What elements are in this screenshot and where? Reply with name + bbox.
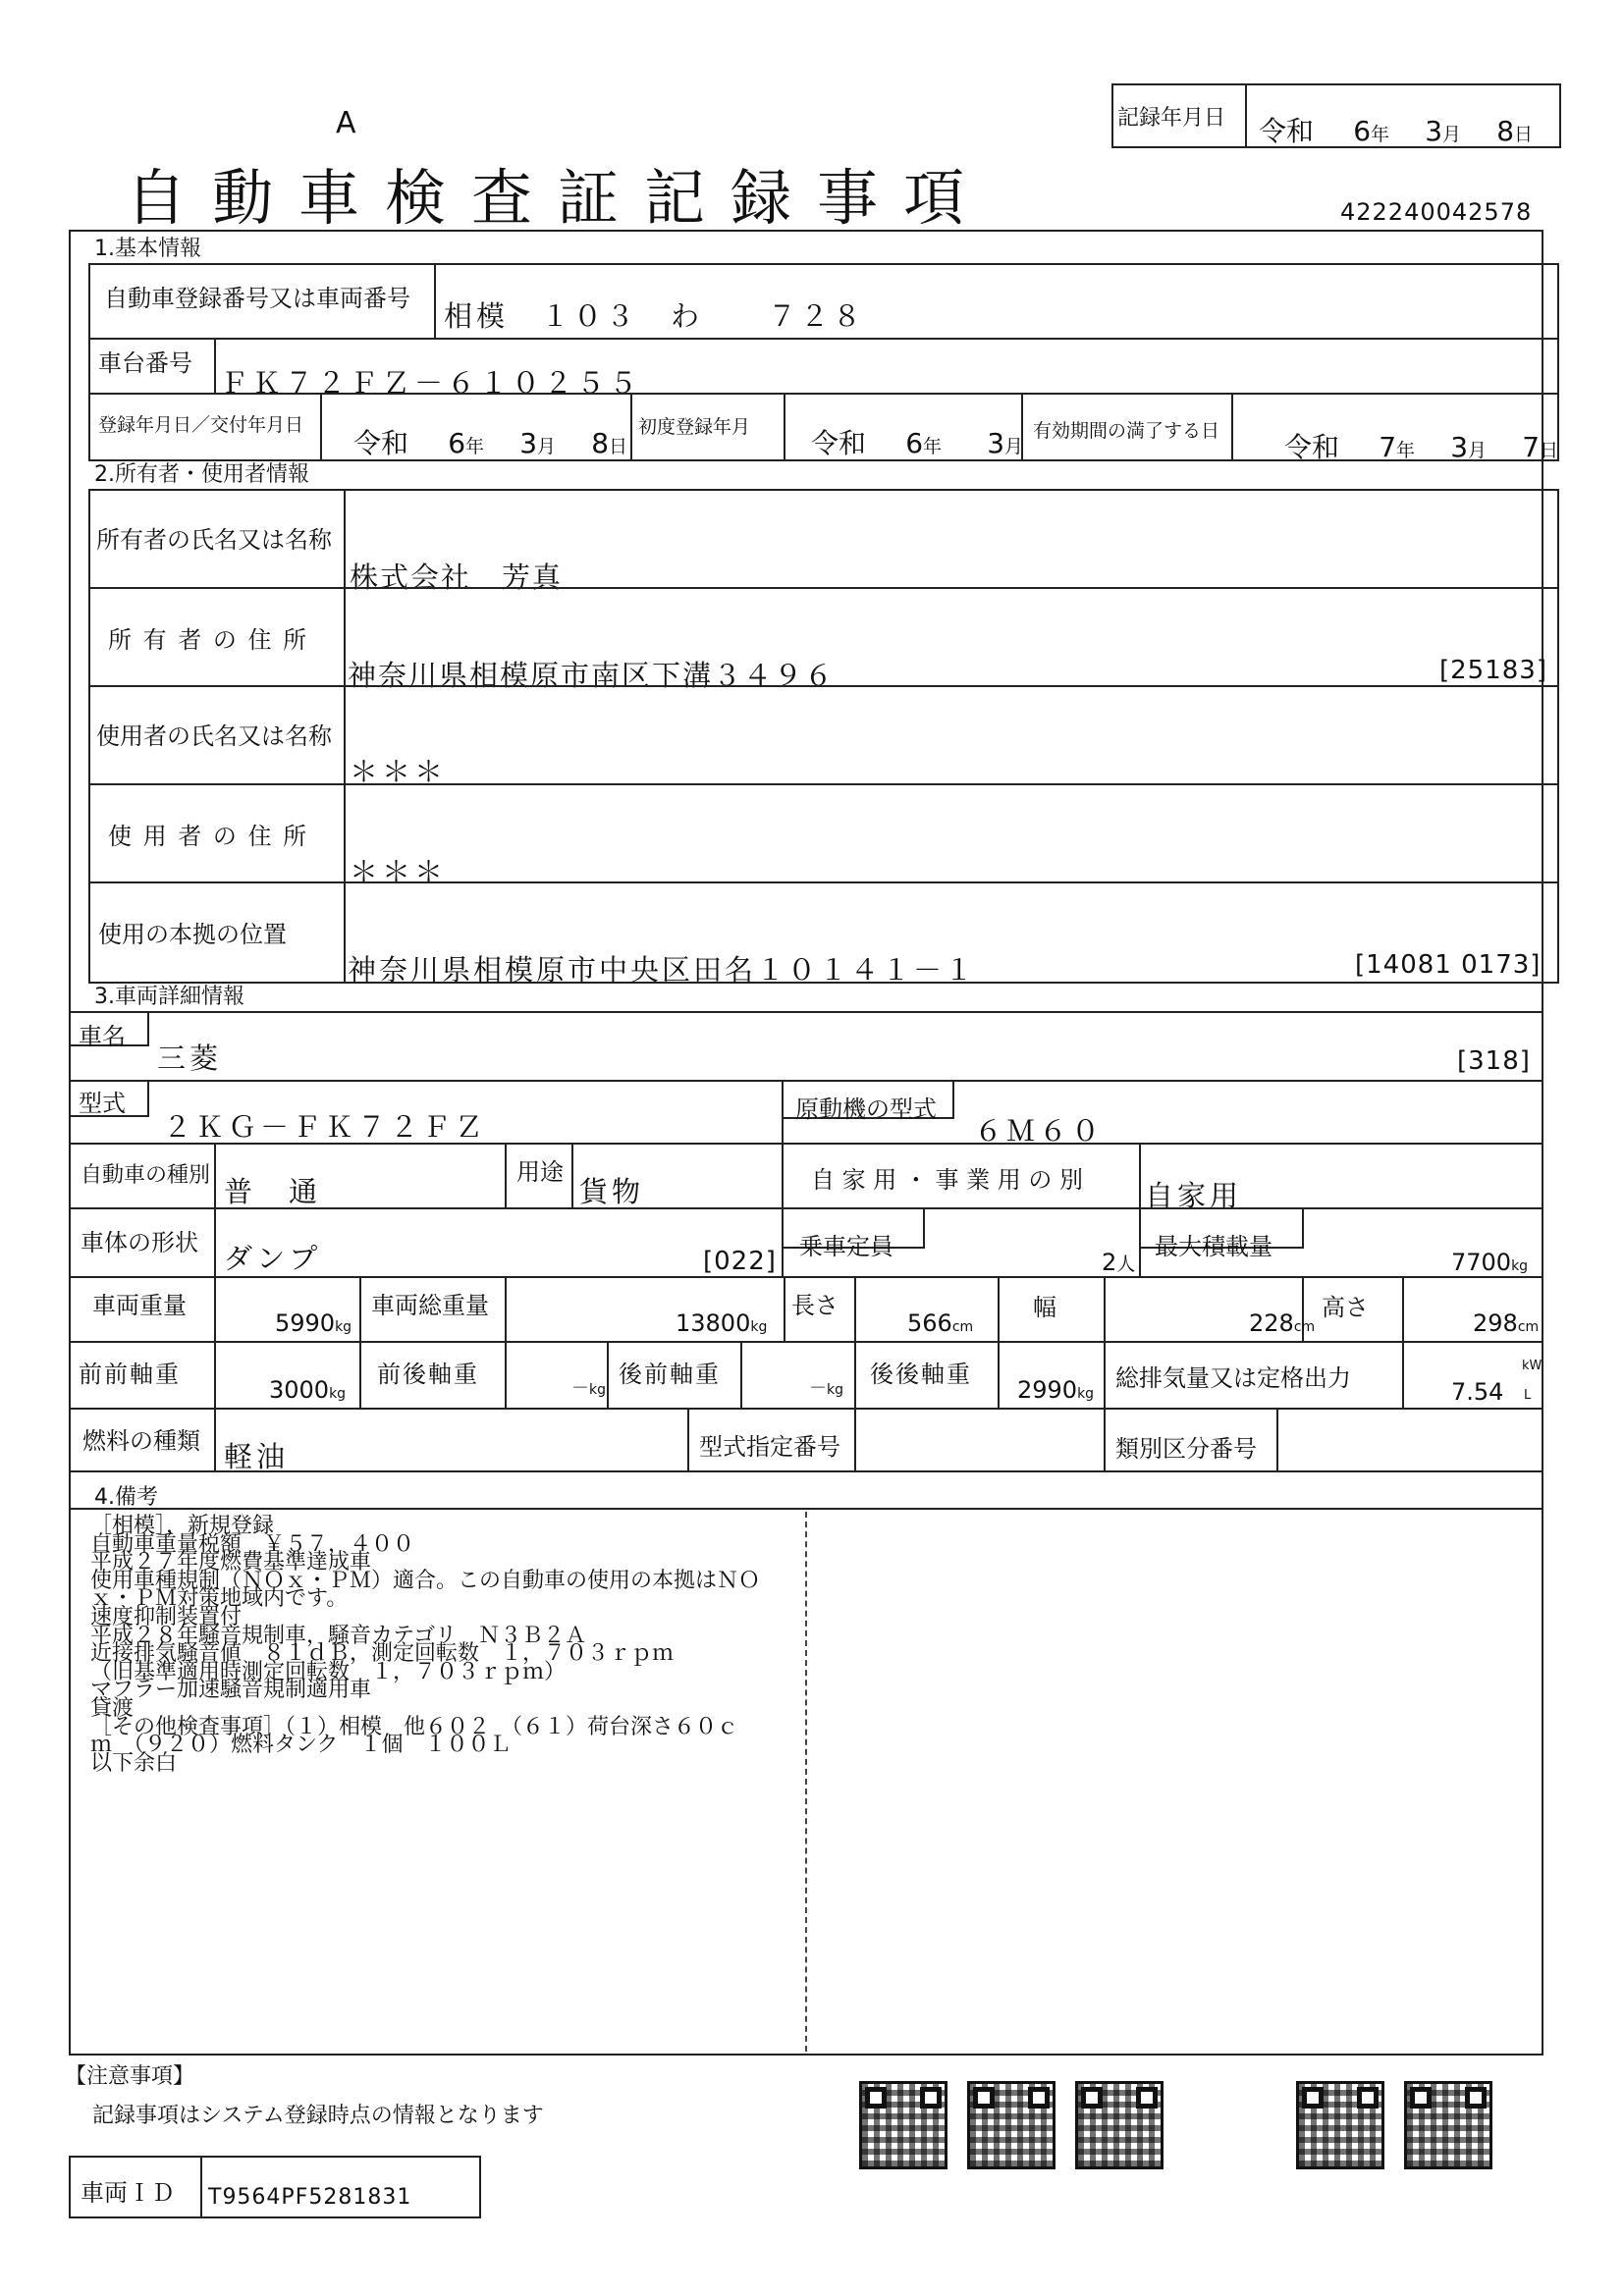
fr-axle-label: 前後軸重 [377,1361,479,1388]
qr-code-1 [859,2081,947,2169]
fuel-type: 軽油 [224,1440,290,1473]
owner-address: 神奈川県相模原市南区下溝３４９６ [348,659,836,692]
reg-number-label: 自動車登録番号又は車両番号 [104,285,410,312]
weight-label: 車両重量 [92,1292,187,1319]
length-label: 長さ [791,1292,839,1319]
private-business-label: 自 家 用 ・ 事 業 用 の 別 [811,1166,1084,1194]
corner-mark: A [336,106,356,140]
width-label: 幅 [1033,1294,1056,1321]
base-location: 神奈川県相模原市中央区田名１０１４１－１ [348,953,977,987]
reg-number: 相模 １０３ わ ７２８ [444,299,866,333]
vehicle-model: ２ＫＧ－ＦＫ７２ＦＺ [163,1110,488,1144]
model-label: 型式 [79,1090,126,1117]
vehicle-id-label: 車両ＩＤ [81,2179,175,2207]
gross-weight: 13800kg [676,1309,768,1337]
make-label: 車名 [79,1023,126,1050]
first-reg-label: 初度登録年月 [638,416,751,438]
section-remarks: 4.備考 [94,1485,158,1510]
page-title: 自動車検査証記録事項 [126,162,991,234]
qr-code-3 [1075,2081,1164,2169]
vehicle-id: T9564PF5281831 [208,2185,412,2210]
fuel-label: 燃料の種類 [82,1427,200,1455]
owner-address-label: 所 有 者 の 住 所 [108,626,309,654]
first-reg-date: 令和 6年 3月 [811,427,1024,459]
notice-title: 【注意事項】 [65,2064,195,2089]
qr-code-4 [1296,2081,1384,2169]
vehicle-width: 228cm [1249,1309,1316,1337]
doc-number: 422240042578 [1340,198,1533,226]
vehicle-use: 貨物 [579,1175,645,1208]
reg-date: 令和 6年 3月 8日 [353,427,628,459]
use-label: 用途 [516,1158,564,1186]
max-load: 7700kg [1451,1249,1529,1276]
section-basic: 1.基本情報 [94,237,201,261]
rf-axle-label: 後前軸重 [619,1361,721,1388]
user-address-label: 使 用 者 の 住 所 [108,823,309,850]
rr-axle-label: 後後軸重 [870,1361,972,1388]
body-code: [022] [703,1247,777,1276]
capacity: 2人 [1102,1249,1136,1276]
height-label: 高さ [1322,1294,1369,1321]
vehicle-length: 566cm [907,1309,974,1337]
class-number-label: 類別区分番号 [1115,1435,1257,1463]
vehicle-kind: 普 通 [224,1175,322,1208]
chassis-label: 車台番号 [98,349,192,377]
qr-code-2 [967,2081,1056,2169]
remarks-divider [805,1512,807,2052]
displacement-unit-l: L [1524,1388,1532,1403]
engine-model: ６Ｍ６０ [974,1114,1105,1148]
record-date-label: 記録年月日 [1117,106,1226,131]
type-designation-label: 型式指定番号 [699,1433,840,1461]
section-vehicle: 3.車両詳細情報 [94,985,244,1009]
owner-name: 株式会社 芳真 [350,561,564,594]
ff-axle-label: 前前軸重 [79,1361,181,1388]
fr-axle-weight: －kg [571,1378,606,1399]
displacement-label: 総排気量又は定格出力 [1115,1364,1351,1392]
base-location-code: [14081 0173] [1355,950,1542,980]
body-shape: ダンプ [224,1242,322,1275]
rf-axle-weight: －kg [809,1378,843,1399]
make-code: [318] [1457,1046,1531,1076]
chassis-number: ＦＫ７２ＦＺ－６１０２５５ [220,366,642,400]
notice-text: 記録事項はシステム登録時点の情報となります [92,2104,544,2128]
base-location-label: 使用の本拠の位置 [98,921,287,948]
qr-code-5 [1404,2081,1492,2169]
user-name: ＊＊＊ [350,755,448,788]
reg-date-label: 登録年月日／交付年月日 [98,414,304,436]
displacement-unit-kw: kW [1522,1359,1543,1373]
expiry-label: 有効期間の満了する日 [1033,420,1220,442]
displacement: 7.54 [1451,1378,1504,1406]
remarks-text: ［相模］，新規登録 自動車重量税額 ￥５７，４００ 平成２７年度燃費基準達成車 使用車種規制（ＮＯｘ・ＰＭ）適合。この自動車の使用の本拠はＮＯ ｘ・ＰＭ対策地域内です。 速度抑制装置付 平成２８年騒音規制車，騒音カテゴリ Ｎ３Ｂ２Ａ 近接排気騒音値 ８１ｄＢ，測定回転数 １，７０３ｒｐｍ （旧基準適用時測定回転数 １，７０３ｒｐｍ） マフラー加速騒音規制適用車 貸渡 ［その他検査事項］（１）相模 他６０２ （６１）荷台深さ６０ｃ ｍ （９２０）燃料タンク １個 １００Ｌ 以下余白 [90,1514,761,1776]
private-business: 自家用 [1145,1179,1243,1212]
capacity-label: 乗車定員 [799,1233,893,1260]
record-date: 令和 6年 3月 8日 [1259,115,1534,147]
expiry-date: 令和 7年 3月 7日 [1284,431,1559,463]
ff-axle-weight: 3000kg [269,1376,347,1404]
vehicle-make: 三菱 [157,1041,223,1075]
engine-label: 原動機の型式 [795,1095,937,1123]
owner-address-code: [25183] [1439,656,1547,685]
user-address: ＊＊＊ [350,855,448,888]
body-label: 車体の形状 [81,1229,198,1256]
rr-axle-weight: 2990kg [1017,1376,1095,1404]
owner-name-label: 所有者の氏名又は名称 [96,526,332,554]
vehicle-weight: 5990kg [275,1309,352,1337]
kind-label: 自動車の種別 [81,1163,211,1188]
vehicle-height: 298cm [1473,1309,1540,1337]
section-owner: 2.所有者・使用者情報 [94,462,309,487]
gross-weight-label: 車両総重量 [371,1292,489,1319]
user-name-label: 使用者の氏名又は名称 [96,722,332,750]
max-load-label: 最大積載量 [1155,1233,1272,1260]
